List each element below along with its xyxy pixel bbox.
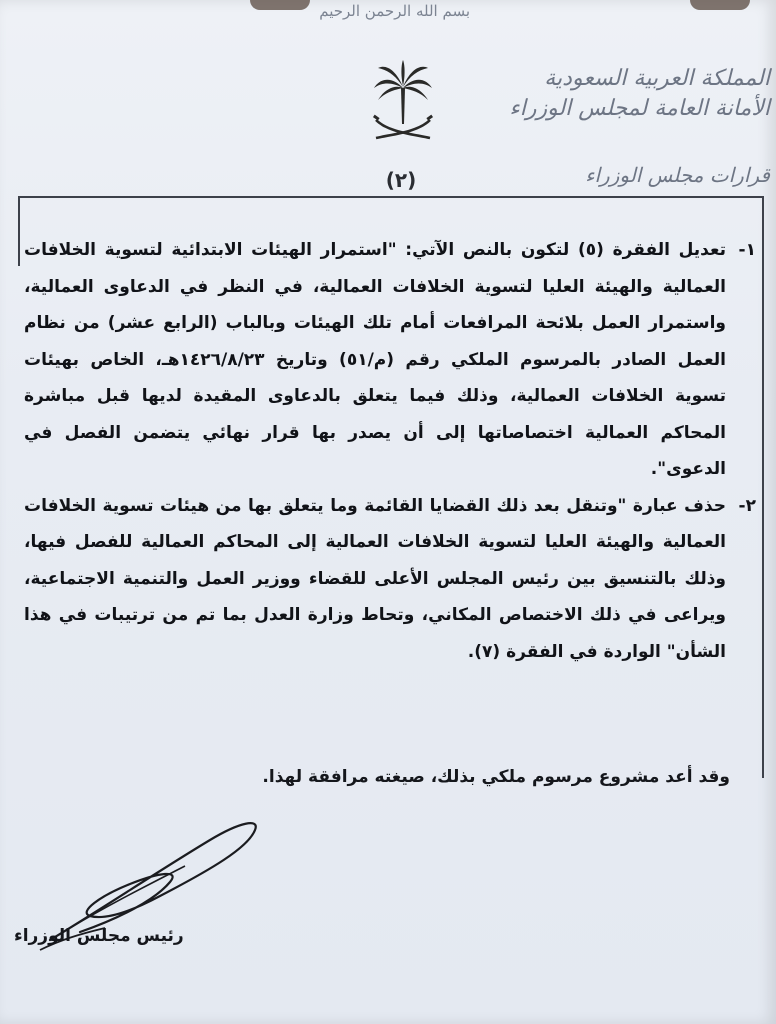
decision-body [24, 232, 756, 670]
text-frame-edge [18, 196, 20, 266]
item-number: ٢- [738, 495, 756, 516]
decision-item-1 [24, 232, 756, 488]
page-number: (٢) [385, 168, 417, 192]
letterhead-country: المملكة العربية السعودية [544, 66, 770, 91]
closing-statement: وقد أعد مشروع مرسوم ملكي بذلك، صيغته مرافقة لهذا. [262, 767, 730, 787]
photo-edge-shadow [690, 0, 750, 10]
item-text: تعديل الفقرة (٥) لتكون بالنص الآتي: "استمرار الهيئات الابتدائية لتسوية الخلافات العمالية والهيئة العليا لتسوية الخلافات العمالية، في النظر في الدعاوى العمالية، واستمرار العمل بلائحة المرافعات أمام تلك الهيئات وبالباب (الرابع عشر) من نظام العمل الصادر بالمرسوم الملكي رقم (م/٥١) وتاريخ ١٤٢٦/٨/٢٣هـ، الخاص بهيئات تسوية الخلافات العمالية، وذلك فيما يتعلق بالدعاوى المقيدة لديها قبل مباشرة المحاكم العمالية اختصاصاتها إلى أن يصدر بها قرار نهائي يتضمن الفصل في الدعوى". [24, 240, 726, 479]
letterhead-decisions: قرارات مجلس الوزراء [585, 163, 770, 187]
basmala: بسم الله الرحمن الرحيم [319, 2, 470, 20]
decision-item-2 [24, 488, 756, 671]
signatory-title: رئيس مجلس الوزراء [14, 926, 184, 946]
letterhead-secretariat: الأمانة العامة لمجلس الوزراء [509, 96, 770, 121]
photo-edge-shadow [250, 0, 310, 10]
item-text: حذف عبارة "وتنقل بعد ذلك القضايا القائمة وما يتعلق بها من هيئات تسوية الخلافات العمالية والهيئة العليا لتسوية الخلافات العمالية إلى المحاكم العمالية للفصل فيها، وذلك بالتنسيق بين رئيس المجلس الأعلى للقضاء ووزير العمل والتنمية الاجتماعية، ويراعى في ذلك الاختصاص المكاني، وتحاط وزارة العدل بما تم من ترتيبات في هذا الشأن" الواردة في الفقرة (٧). [24, 495, 726, 662]
letterhead [509, 64, 770, 190]
saudi-emblem-icon [372, 58, 434, 146]
item-number: ١- [738, 240, 756, 260]
